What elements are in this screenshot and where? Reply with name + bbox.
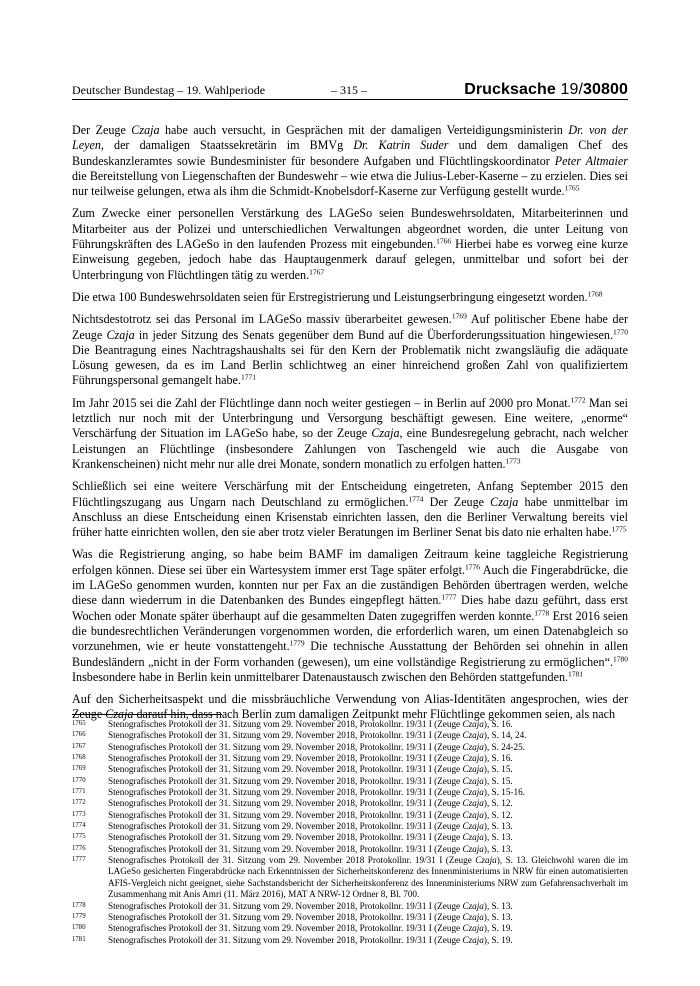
drucksache-id: 30800 bbox=[583, 81, 628, 98]
footnote bbox=[72, 844, 628, 855]
italic-name: Czaja bbox=[131, 123, 160, 137]
footnote-page-ref: ), S. 19. bbox=[483, 934, 513, 945]
footnote-page-ref: ), S. 24-25. bbox=[483, 741, 525, 752]
text-run: Hierbei habe es vorweg eine kurze Einweisung gegeben, jedoch habe das Hauptaugenmerk darauf gelegen, unmittelbar und sofort bei der Unterbringung von Flüchtlingen tätig zu werden. bbox=[72, 237, 629, 282]
footnote-text bbox=[108, 810, 628, 821]
footnote bbox=[72, 753, 628, 764]
footnote-page-ref: ), S. 13. bbox=[483, 832, 513, 843]
footnote bbox=[72, 764, 628, 775]
footnote-witness: Czaja bbox=[462, 843, 484, 854]
footnote-citation: Stenografisches Protokoll der 31. Sitzung vom 29. November 2018, Protokollnr. 19/31 I (Zeuge bbox=[108, 787, 463, 798]
footnote-witness: Czaja bbox=[462, 832, 484, 843]
footnote-page-ref: ), S. 13. bbox=[483, 843, 513, 854]
footnote-witness: Czaja bbox=[462, 730, 484, 741]
footnote-text bbox=[108, 776, 628, 787]
footnote-number: 1773 bbox=[72, 810, 86, 818]
footnote-citation: Stenografisches Protokoll der 31. Sitzung vom 29. November 2018, Protokollnr. 19/31 I (Zeuge bbox=[108, 843, 463, 854]
footnote-ref: 1777 bbox=[441, 592, 457, 602]
footnote bbox=[72, 776, 628, 787]
footnote-number: 1767 bbox=[72, 742, 86, 750]
footnote-page-ref: ), S. 12. bbox=[483, 809, 513, 820]
body-paragraph bbox=[72, 206, 628, 282]
footnote-text bbox=[108, 787, 628, 798]
footnote bbox=[72, 742, 628, 753]
footnote-page-ref: ), S. 13. bbox=[483, 821, 513, 832]
footnote bbox=[72, 935, 628, 946]
footnote-number: 1771 bbox=[72, 788, 86, 796]
footnote-text bbox=[108, 719, 628, 730]
footnote-ref: 1771 bbox=[240, 372, 256, 382]
footnote-number: 1768 bbox=[72, 754, 86, 762]
footnote-text bbox=[108, 923, 628, 934]
footnote-page-ref: ), S. 14, 24. bbox=[483, 730, 527, 741]
text-run: Nichtsdestotrotz sei das Personal im LAGeSo massiv überarbeitet gewesen. bbox=[72, 312, 452, 327]
footnote-number: 1775 bbox=[72, 833, 86, 841]
footnote-text bbox=[108, 798, 628, 809]
text-run: Die etwa 100 Bundeswehrsoldaten seien für Erstregistrierung und Leistungserbringung eingesetzt worden. bbox=[72, 289, 588, 304]
footnote-citation: Stenografisches Protokoll der 31. Sitzung vom 29. November 2018, Protokollnr. 19/31 I (Zeuge bbox=[108, 832, 463, 843]
footnote-witness: Czaja bbox=[462, 741, 484, 752]
text-run: Die Beantragung eines Nachtragshaushalts sei für den Kern der Problematik nicht zwangsläufig die adäquate Lösung gewesen, da es im Land Berlin schlichtweg an einer hinreichend großen Zahl von qualifiziertem Führungspersonal gemangelt habe. bbox=[72, 342, 628, 388]
footnote-witness: Czaja bbox=[475, 855, 497, 866]
footnote bbox=[72, 787, 628, 798]
footnote-text bbox=[108, 844, 628, 855]
footnote bbox=[72, 901, 628, 912]
text-run: Insbesondere habe in Berlin kein unmittelbarer Datenaustausch zwischen den Behörden stattgefunden. bbox=[72, 669, 569, 684]
footnote-citation: Stenografisches Protokoll der 31. Sitzung vom 29. November 2018, Protokollnr. 19/31 I (Zeuge bbox=[108, 730, 463, 741]
footnote-citation: Stenografisches Protokoll der 31. Sitzung vom 29. November 2018, Protokollnr. 19/31 I (Zeuge bbox=[108, 900, 463, 911]
footnote-citation: Stenografisches Protokoll der 31. Sitzung vom 29. November 2018, Protokollnr. 19/31 I (Zeuge bbox=[108, 798, 463, 809]
text-run: Zum Zwecke einer personellen Verstärkung des LAGeSo seien Bundeswehrsoldaten, Mitarbeiterinnen und Mitarbeiter aus der Polizei und unterschiedlichen Verwaltungen abgeordnet worden, die unter Leitung von Führungskräften des LAGeSo in den laufenden Prozess mit eingebunden. bbox=[72, 206, 628, 252]
footnote bbox=[72, 821, 628, 832]
text-run: Im Jahr 2015 sei die Zahl der Flüchtlinge dann noch weiter gestiegen – in Berlin auf 2000 pro Monat. bbox=[72, 395, 571, 410]
drucksache-prefix: 19/ bbox=[560, 81, 583, 98]
footnote-text bbox=[108, 742, 628, 753]
footnote-text bbox=[108, 753, 628, 764]
italic-name: Czaja bbox=[105, 707, 134, 722]
footnote-witness: Czaja bbox=[462, 798, 484, 809]
italic-name: Czaja bbox=[490, 494, 519, 509]
footnote bbox=[72, 798, 628, 809]
text-run: Man sei letztlich nur noch mit der Unterbringung und Versorgung beschäftigt gewesen. Eine weitere, „enorme“ Verschärfung der Situation im LAGeSo habe, so der Zeuge bbox=[72, 395, 629, 441]
footnote-page-ref: ), S. 15-16. bbox=[483, 787, 525, 798]
page-header bbox=[72, 80, 628, 100]
text-run: in jeder Sitzung des Senats gegenüber dem Bund auf die Überforderungssituation hingewiesen. bbox=[134, 327, 613, 342]
body-paragraph bbox=[72, 290, 628, 305]
text-run: Der Zeuge bbox=[72, 123, 132, 137]
footnote-number: 1770 bbox=[72, 776, 86, 784]
footnote-ref: 1778 bbox=[534, 608, 550, 618]
footnote-witness: Czaja bbox=[462, 753, 484, 764]
text-run: Auf den Sicherheitsaspekt und die missbräuchliche Verwendung von Alias-Identitäten angesprochen, wies der Zeuge bbox=[72, 692, 628, 722]
footnote bbox=[72, 730, 628, 741]
footnote-citation: Stenografisches Protokoll der 31. Sitzung vom 29. November 2018, Protokollnr. 19/31 I (Zeuge bbox=[108, 923, 463, 934]
footnote-citation: Stenografisches Protokoll der 31. Sitzung vom 29. November 2018, Protokollnr. 19/31 I (Zeuge bbox=[108, 809, 463, 820]
italic-name: Dr. Katrin Suder bbox=[353, 138, 449, 153]
footnote bbox=[72, 923, 628, 934]
footnote-number: 1772 bbox=[72, 799, 86, 807]
footnote-citation: Stenografisches Protokoll der 31. Sitzung vom 29. November 2018, Protokollnr. 19/31 I (Zeuge bbox=[108, 764, 463, 775]
footnote-text bbox=[108, 935, 628, 946]
body-paragraph bbox=[72, 479, 628, 540]
body-text bbox=[72, 123, 628, 730]
text-run: Erst 2016 seien die bundesrechtlichen Veränderungen vorgenommen worden, die erforderlich waren, um einen Datenabgleich so vorzunehmen, wie er heute vonstattengeht. bbox=[72, 608, 629, 654]
header-drucksache bbox=[464, 81, 628, 99]
footnote-ref: 1773 bbox=[505, 456, 521, 466]
footnote-witness: Czaja bbox=[462, 787, 484, 798]
italic-name: Dr. von der Leyen bbox=[72, 123, 628, 153]
text-run: darauf hin, dass nach Berlin zum damaligen Zeitpunkt mehr Flüchtlinge gekommen seien, als nach bbox=[133, 707, 616, 722]
footnote-witness: Czaja bbox=[462, 719, 484, 729]
footnote-ref: 1772 bbox=[570, 395, 586, 405]
footnote-number: 1766 bbox=[72, 731, 86, 739]
footnote bbox=[72, 810, 628, 821]
footnote bbox=[72, 855, 628, 900]
footnote-citation: Stenografisches Protokoll der 31. Sitzung vom 29. November 2018, Protokollnr. 19/31 I (Zeuge bbox=[108, 821, 463, 832]
footnote-witness: Czaja bbox=[462, 900, 484, 911]
header-page-number: – 315 – bbox=[331, 83, 367, 97]
footnote-text bbox=[108, 832, 628, 843]
footnote-ref: 1768 bbox=[587, 289, 603, 299]
footnote-page-ref: ), S. 15. bbox=[483, 775, 513, 786]
footnote-ref: 1770 bbox=[612, 327, 628, 337]
footnote-witness: Czaja bbox=[462, 934, 484, 945]
footnote-ref: 1769 bbox=[451, 311, 467, 321]
italic-name: Czaja bbox=[106, 327, 135, 342]
footnote bbox=[72, 719, 628, 730]
footnote-text bbox=[108, 901, 628, 912]
footnote-page-ref: ), S. 15. bbox=[483, 764, 513, 775]
footnote-citation: Stenografisches Protokoll der 31. Sitzung vom 29. November 2018, Protokollnr. 19/31 I (Zeuge bbox=[108, 775, 463, 786]
footnote-separator bbox=[72, 714, 222, 715]
footnote-page-ref: ), S. 16. bbox=[483, 753, 513, 764]
text-run: habe unmittelbar im Anschluss an diese Entscheidung einen Krisenstab einrichten lassen, den die Berliner Verwaltung bereits viel früher hatte einrichten wollen, den sie aber trotz vieler Beratungen im Berliner Senat bis dato nie erhalten habe. bbox=[72, 494, 628, 540]
footnote-citation: Stenografisches Protokoll der 31. Sitzung vom 29. November 2018, Protokollnr. 19/31 I (Zeuge bbox=[108, 911, 463, 922]
text-run: und dem damaligen Chef des Bundeskanzleramtes sowie Bundesminister für besondere Aufgaben und Flüchtlingskoordinator bbox=[72, 138, 628, 168]
footnote-page-ref: ), S. 19. bbox=[483, 923, 513, 934]
footnote-text bbox=[108, 912, 628, 923]
footnote-citation: Stenografisches Protokoll der 31. Sitzung vom 29. November 2018 Protokollnr. 19/31 I (Zeuge bbox=[108, 855, 476, 866]
footnote-page-ref: ), S. 12. bbox=[483, 798, 513, 809]
text-run: Was die Registrierung anging, so habe beim BAMF im damaligen Zeitraum keine taggleiche Registrierung erfolgen können. Diese sei über ein Wartesystem immer erst Tage später erfolgt. bbox=[72, 547, 628, 577]
footnote-ref: 1781 bbox=[568, 669, 584, 679]
footnote-ref: 1765 bbox=[564, 183, 580, 193]
footnote-page-ref: ), S. 13. bbox=[483, 900, 513, 911]
text-run: Auch die Fingerabdrücke, die im LAGeSo genommen wurden, konnten nur per Fax an die zuständigen Behörden übertragen werden, welche diese dann wiederrum in die Datenbanken des Bundes eingepflegt hätten. bbox=[72, 562, 628, 608]
footnote-ref: 1779 bbox=[289, 638, 305, 648]
body-paragraph bbox=[72, 547, 628, 685]
footnote-number: 1780 bbox=[72, 924, 86, 932]
footnote bbox=[72, 912, 628, 923]
footnote-witness: Czaja bbox=[462, 923, 484, 934]
footnote-ref: 1776 bbox=[464, 562, 480, 572]
footnote-ref: 1774 bbox=[408, 494, 424, 504]
footnote-number: 1781 bbox=[72, 935, 86, 943]
footnote-number: 1779 bbox=[72, 912, 86, 920]
drucksache-label: Drucksache bbox=[464, 81, 556, 98]
footnote-number: 1765 bbox=[72, 720, 86, 727]
body-paragraph bbox=[72, 312, 628, 388]
footnote-witness: Czaja bbox=[462, 809, 484, 820]
footnote-citation: Stenografisches Protokoll der 31. Sitzung vom 29. November 2018, Protokollnr. 19/31 I (Zeuge bbox=[108, 934, 463, 945]
text-run: die Bereitstellung von Liegenschaften der Bundeswehr – wie etwa die Julius-Leber-Kaserne – zu erzielen. Dies sei nur teilweise gelungen, etwa als ihm die Schmidt-Knobelsdorf-Kaserne zur Verfügung gestellt wurde. bbox=[72, 168, 628, 199]
footnote-citation: Stenografisches Protokoll der 31. Sitzung vom 29. November 2018, Protokollnr. 19/31 I (Zeuge bbox=[108, 719, 463, 729]
text-run: Die technische Ausstattung der Behörden sei ohnehin in allen Bundesländern „nicht in der Form vorhanden (gewesen), um eine vollständige Registrierung zu ermöglichen“. bbox=[72, 639, 628, 669]
footnote-witness: Czaja bbox=[462, 911, 484, 922]
footnote-page-ref: ), S. 13. bbox=[483, 911, 513, 922]
footnote-page-ref: ), S. 16. bbox=[483, 719, 513, 729]
text-run: habe auch versucht, in Gesprächen mit der damaligen Verteidigungsministerin bbox=[159, 123, 569, 137]
drucksache-number bbox=[560, 81, 628, 98]
footnote-witness: Czaja bbox=[462, 821, 484, 832]
header-rule bbox=[72, 99, 628, 100]
body-paragraph bbox=[72, 123, 628, 199]
footnote-citation: Stenografisches Protokoll der 31. Sitzung vom 29. November 2018, Protokollnr. 19/31 I (Zeuge bbox=[108, 753, 463, 764]
footnote-number: 1778 bbox=[72, 901, 86, 909]
footnote-text bbox=[108, 764, 628, 775]
footnotes bbox=[72, 719, 628, 946]
footnote-number: 1769 bbox=[72, 765, 86, 773]
footnote-text bbox=[108, 821, 628, 832]
footnote-number: 1774 bbox=[72, 822, 86, 830]
body-paragraph bbox=[72, 396, 628, 472]
text-run: Der Zeuge bbox=[423, 494, 491, 509]
footnote-number: 1777 bbox=[72, 856, 86, 864]
footnote-page-ref: ), S. 13. Gleichwohl waren die im LAGeSo gesicherten Fingerabdrücke nach Erkenntnissen der Sicherheitskonferenz des Innenministeriums in NRW für einen automatisierten AFIS-Vergleich nicht geeignet, siehe Sachstandsbericht der Sicherheitskonferenz des Innenministeriums NRW zum Gefahrensachverhalt im Zusammenhang mit Anis Amri (11. März 2016), MAT A NRW-12 Ordner 8, Bl. 700. bbox=[108, 855, 629, 900]
text-run: , der damaligen Staatssekretärin im BMVg bbox=[100, 138, 354, 153]
italic-name: Czaja bbox=[371, 426, 400, 441]
text-run: Dies habe dazu geführt, dass erst Wochen oder Monate später überhaupt auf die gesammelten Daten zugegriffen werden konnte. bbox=[72, 593, 629, 623]
italic-name: Peter Altmaier bbox=[554, 153, 628, 168]
footnote-ref: 1780 bbox=[613, 654, 628, 663]
footnote-text bbox=[108, 855, 628, 900]
footnote-ref: 1775 bbox=[611, 524, 627, 534]
footnote-witness: Czaja bbox=[462, 764, 484, 775]
text-run: , eine Bundesregelung gebracht, nach welcher Leistungen an Flüchtlinge (insbesondere Zahlungen von Taschengeld wie auch die Ausgabe von Krankenscheinen) nicht mehr nur alle drei Monate, sondern monatlich zu erfolgen hatten. bbox=[72, 426, 628, 471]
footnote-witness: Czaja bbox=[462, 775, 484, 786]
footnote bbox=[72, 832, 628, 843]
header-parliament-term: Deutscher Bundestag – 19. Wahlperiode bbox=[72, 83, 266, 97]
footnote-ref: 1766 bbox=[436, 236, 452, 246]
footnote-text bbox=[108, 730, 628, 741]
text-run: Auf politischer Ebene habe der Zeuge bbox=[72, 312, 629, 342]
footnote-number: 1776 bbox=[72, 844, 86, 852]
footnote-ref: 1767 bbox=[309, 267, 325, 277]
footnote-citation: Stenografisches Protokoll der 31. Sitzung vom 29. November 2018, Protokollnr. 19/31 I (Zeuge bbox=[108, 741, 463, 752]
text-run: Schließlich sei eine weitere Verschärfung mit der Entscheidung eingetreten, Anfang September 2015 den Flüchtlingszugang aus Ungarn nach Deutschland zu ermöglichen. bbox=[72, 479, 628, 509]
